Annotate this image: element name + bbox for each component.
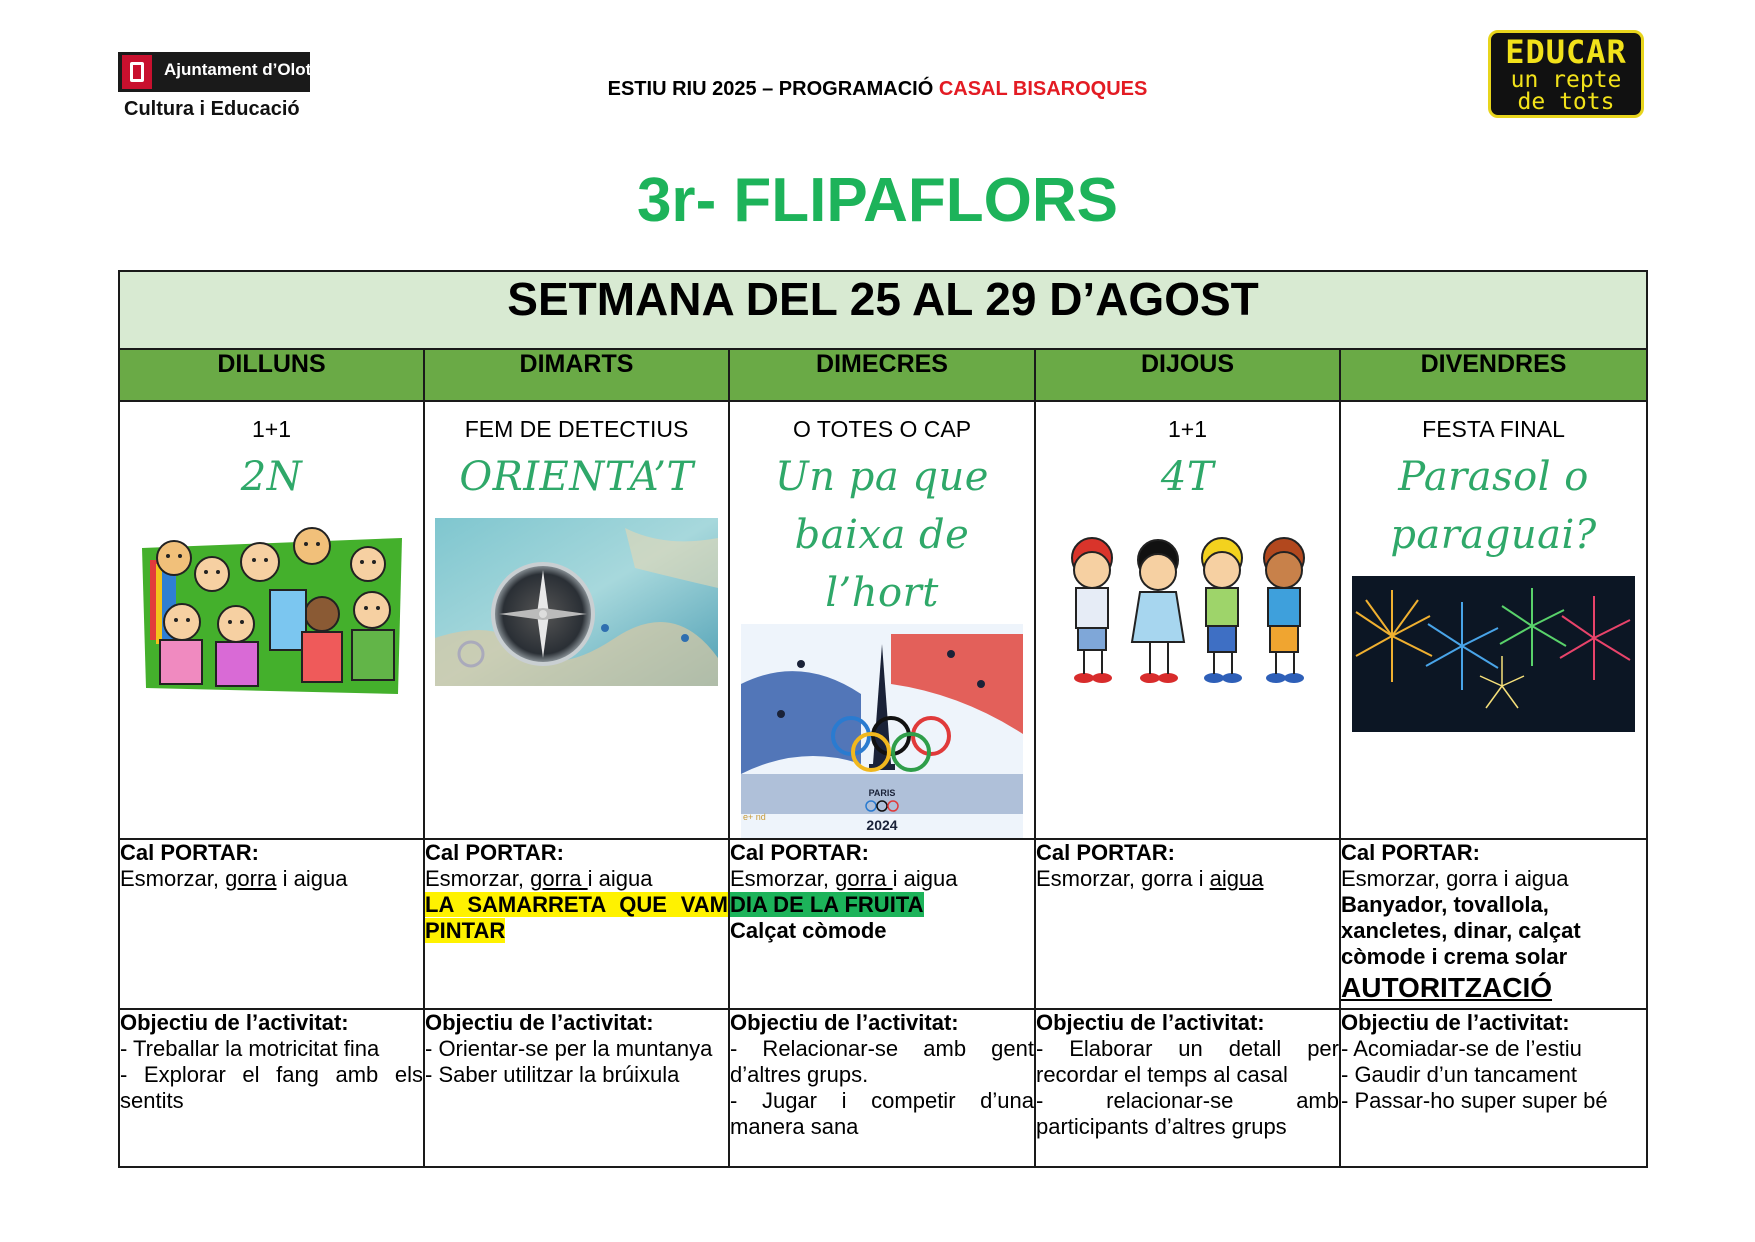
activity-title: 2N — [240, 454, 303, 500]
activity-tag: O TOTES O CAP — [792, 416, 972, 442]
educar-logo-line3: de tots — [1517, 89, 1615, 115]
bring-text-end: i aigua — [892, 866, 958, 891]
bring-cell-friday — [1340, 839, 1647, 1009]
goal-item: - Gaudir d’un tancament — [1341, 1062, 1578, 1087]
activity-title: ORIENTA’T — [459, 454, 694, 500]
activity-tag: 1+1 — [1167, 416, 1207, 442]
bring-text: Esmorzar, — [730, 866, 836, 891]
bring-text-end: i aigua — [587, 866, 653, 891]
bring-cell-monday — [119, 839, 424, 1009]
bring-authorization: AUTORITZACIÓ — [1341, 972, 1553, 1003]
goal-item: - Acomiadar-se de l’estiu — [1341, 1036, 1582, 1061]
goal-label: Objectiu de l’activitat: — [1341, 1010, 1570, 1035]
fireworks-photo — [1352, 576, 1635, 732]
activity-cell-monday — [119, 401, 424, 839]
activity-tag: FESTA FINAL — [1422, 416, 1565, 442]
bring-highlight-wrap — [425, 892, 728, 944]
bring-items — [425, 866, 728, 892]
activity-tag: 1+1 — [251, 416, 291, 442]
compass-on-map-photo — [435, 518, 718, 686]
bring-text: Esmorzar, gorra i — [1036, 866, 1210, 891]
goal-item: - Elaborar un detall per recordar el temps al casal — [1036, 1036, 1339, 1087]
activity-tag: FEM DE DETECTIUS — [464, 416, 689, 442]
activity-cell-friday — [1340, 401, 1647, 839]
bring-underlined: aigua — [1209, 866, 1264, 891]
goal-item: - relacionar-se amb participants d’altres grups — [1036, 1088, 1339, 1139]
bring-items — [1036, 866, 1339, 892]
educar-logo-line2: un repte — [1510, 67, 1622, 93]
bring-row — [119, 839, 1647, 1009]
goal-item: - Passar-ho super super bé — [1341, 1088, 1608, 1113]
bring-label: Cal PORTAR: — [425, 840, 564, 865]
activity-cell-thursday — [1035, 401, 1340, 839]
goal-item: - Relacionar-se amb gent d’altres grups. — [730, 1036, 1034, 1087]
activity-title: 4T — [1160, 454, 1215, 500]
goal-cell-thursday — [1035, 1009, 1340, 1167]
kids-group-illustration — [136, 518, 408, 702]
goal-cell-wednesday — [729, 1009, 1035, 1167]
bring-items — [120, 866, 423, 892]
goal-item: - Treballar la motricitat fina — [120, 1036, 380, 1061]
org-department: Cultura i Educació — [124, 98, 300, 120]
bring-items — [730, 866, 1034, 892]
day-header-row — [119, 349, 1647, 401]
day-header-monday: DILLUNS — [119, 349, 424, 401]
bring-cell-tuesday — [424, 839, 729, 1009]
bring-underlined: gorra — [530, 866, 588, 891]
goal-cell-tuesday — [424, 1009, 729, 1167]
activity-cell-wednesday — [729, 401, 1035, 839]
bring-extra: Calçat còmode — [730, 918, 887, 943]
four-kids-holding-hands-illustration — [1054, 536, 1322, 686]
bring-text: Esmorzar, — [120, 866, 226, 891]
goal-row — [119, 1009, 1647, 1167]
activity-cell-tuesday — [424, 401, 729, 839]
goal-cell-friday — [1340, 1009, 1647, 1167]
day-header-friday: DIVENDRES — [1340, 349, 1647, 401]
goal-item: - Explorar el fang amb els sentits — [120, 1062, 423, 1113]
header-accent: CASAL BISAROQUES — [938, 78, 1148, 100]
goal-cell-monday — [119, 1009, 424, 1167]
header-prefix: ESTIU RIU 2025 – PROGRAMACIÓ — [607, 78, 934, 100]
group-title: 3r- FLIPAFLORS — [636, 166, 1119, 235]
bring-highlight: LA SAMARRETA QUE VAM PINTAR — [425, 892, 728, 943]
week-row — [119, 271, 1647, 349]
goal-label: Objectiu de l’activitat: — [1036, 1010, 1265, 1035]
day-header-thursday: DIJOUS — [1035, 349, 1340, 401]
paris-2024-olympics-poster — [741, 624, 1023, 838]
bring-cell-thursday — [1035, 839, 1340, 1009]
activity-row — [119, 401, 1647, 839]
goal-label: Objectiu de l’activitat: — [120, 1010, 349, 1035]
poster-corner-text: e+ nd — [743, 812, 766, 822]
goal-item: - Jugar i competir d’una manera sana — [730, 1088, 1034, 1139]
poster-city: PARIS — [868, 788, 896, 798]
bring-text-end: i aigua — [276, 866, 348, 891]
bring-underlined: gorra — [225, 866, 277, 891]
activity-title: Parasol o paraguai? — [1390, 454, 1597, 558]
bring-label: Cal PORTAR: — [1341, 840, 1480, 865]
day-header-wednesday: DIMECRES — [729, 349, 1035, 401]
bring-cell-wednesday — [729, 839, 1035, 1009]
goal-item: - Orientar-se per la muntanya — [425, 1036, 713, 1061]
educar-logo-line1: EDUCAR — [1505, 33, 1627, 71]
bring-items: Esmorzar, gorra i aigua — [1341, 866, 1569, 891]
week-title: SETMANA DEL 25 AL 29 D’AGOST — [119, 271, 1647, 349]
bring-underlined: gorra — [835, 866, 893, 891]
bring-label: Cal PORTAR: — [120, 840, 259, 865]
activity-title: Un pa que baixa de l’hort — [775, 454, 989, 616]
day-header-tuesday: DIMARTS — [424, 349, 729, 401]
schedule-table — [118, 270, 1648, 1168]
poster-year: 2024 — [866, 817, 898, 833]
goal-item: - Saber utilitzar la brúixula — [425, 1062, 680, 1087]
bring-label: Cal PORTAR: — [730, 840, 869, 865]
bring-highlight: DIA DE LA FRUITA — [730, 892, 924, 917]
org-name: Ajuntament d’Olot — [164, 60, 312, 79]
goal-label: Objectiu de l’activitat: — [425, 1010, 654, 1035]
bring-extra: Banyador, tovallola, xancletes, dinar, calçat còmode i crema solar — [1341, 892, 1581, 969]
bring-label: Cal PORTAR: — [1036, 840, 1175, 865]
goal-label: Objectiu de l’activitat: — [730, 1010, 959, 1035]
educar-logo — [1488, 30, 1644, 118]
bring-text: Esmorzar, — [425, 866, 531, 891]
